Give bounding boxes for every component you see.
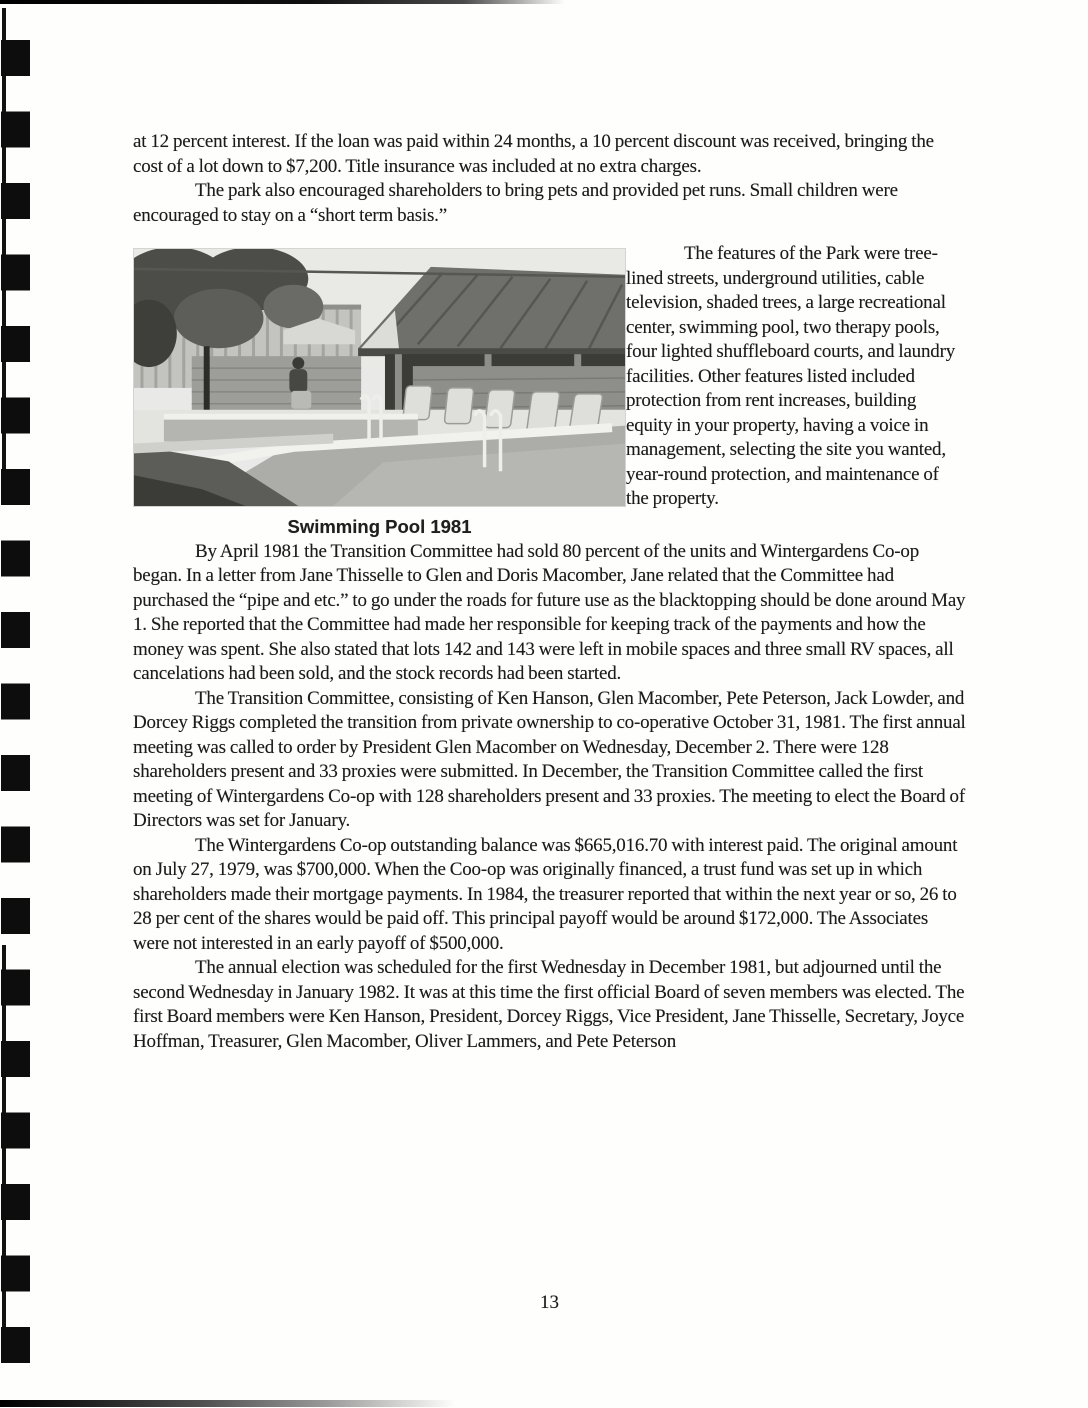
body-paragraph-6: The annual election was scheduled for the first Wednesday in December 1981, but adjourned until the second Wednesday in January 1982. It was at this time the first official Board of seven members was elected. The first Board members were Ken Hanson, President, Dorcey Riggs, Vice President, Jane Thisselle, Secretary, Joyce Hoffman, Treasurer, Glen Macomber, Oliver Lammers, and Pete Peterson (133, 957, 965, 1052)
photo-with-sidebar-text (133, 242, 966, 540)
photo-sidebar-paragraph: The features of the Park were tree-lined streets, underground utilities, cable television, shaded trees, a large recreational center, swimming pool, two therapy pools, four lighted shuffleboard courts, and laundry facilities. Other features listed included protection from rent increases, building equity in your property, having a voice in management, selecting the site you wanted, year-round protection, and maintenance of the property. (626, 243, 956, 509)
swimming-pool-photo (133, 248, 626, 507)
photo-figure (133, 242, 626, 540)
comb-binding-teeth (1, 40, 30, 1363)
body-paragraph-1: at 12 percent interest. If the loan was paid within 24 months, a 10 percent discount was received, bringing the cost of a lot down to $7,200. Title insurance was included at no extra charges. (133, 131, 934, 177)
photo-caption: Swimming Pool 1981 (287, 516, 472, 537)
body-paragraph-2: The park also encouraged shareholders to bring pets and provided pet runs. Small children were encouraged to stay on a “short term basis.” (133, 180, 898, 226)
page-bottom-edge-shadow (0, 1400, 455, 1407)
body-paragraph-3: By April 1981 the Transition Committee had sold 80 percent of the units and Wintergardens Co-op began. In a letter from Jane Thisselle to Glen and Doris Macomber, Jane related that the Committee had purchased the “pipe and etc.” to go under the roads for future use as the blacktopping should be done around May 1. She reported that the Committee had made her responsible for keeping track of the payments and how the money was spent. She also stated that lots 142 and 143 were left in mobile spaces and three small RV spaces, all cancelations had been sold, and the stock records had been started. (133, 540, 966, 684)
document-body (133, 130, 966, 1054)
swimming-pool-photo-art (134, 249, 625, 506)
page-top-edge-shadow (0, 0, 565, 4)
body-paragraph-5: The Wintergardens Co-op outstanding balance was $665,016.70 with interest paid. The original amount on July 27, 1979, was $700,000. When the Coo-op was originally financed, a trust fund was set up in which shareholders made their mortgage payments. In 1984, the treasurer reported that within the next year or so, 26 to 28 per cent of the shares would be paid off. This principal payoff would be around $172,000. The Associates were not interested in an early payoff of $500,000. (133, 834, 958, 954)
page-number: 13 (540, 1292, 559, 1313)
body-paragraph-4: The Transition Committee, consisting of Ken Hanson, Glen Macomber, Pete Peterson, Jack Lowder, and Dorcey Riggs completed the transition from private ownership to co-operative October 31, 1981. The first annual meeting was called to order by President Glen Macomber on Wednesday, December 2. There were 128 shareholders present and 33 proxies were submitted. In December, the Transition Committee called the first meeting of Wintergardens Co-op with 128 shareholders present and 33 proxies. The meeting to elect the Board of Directors was set for January. (133, 687, 966, 831)
